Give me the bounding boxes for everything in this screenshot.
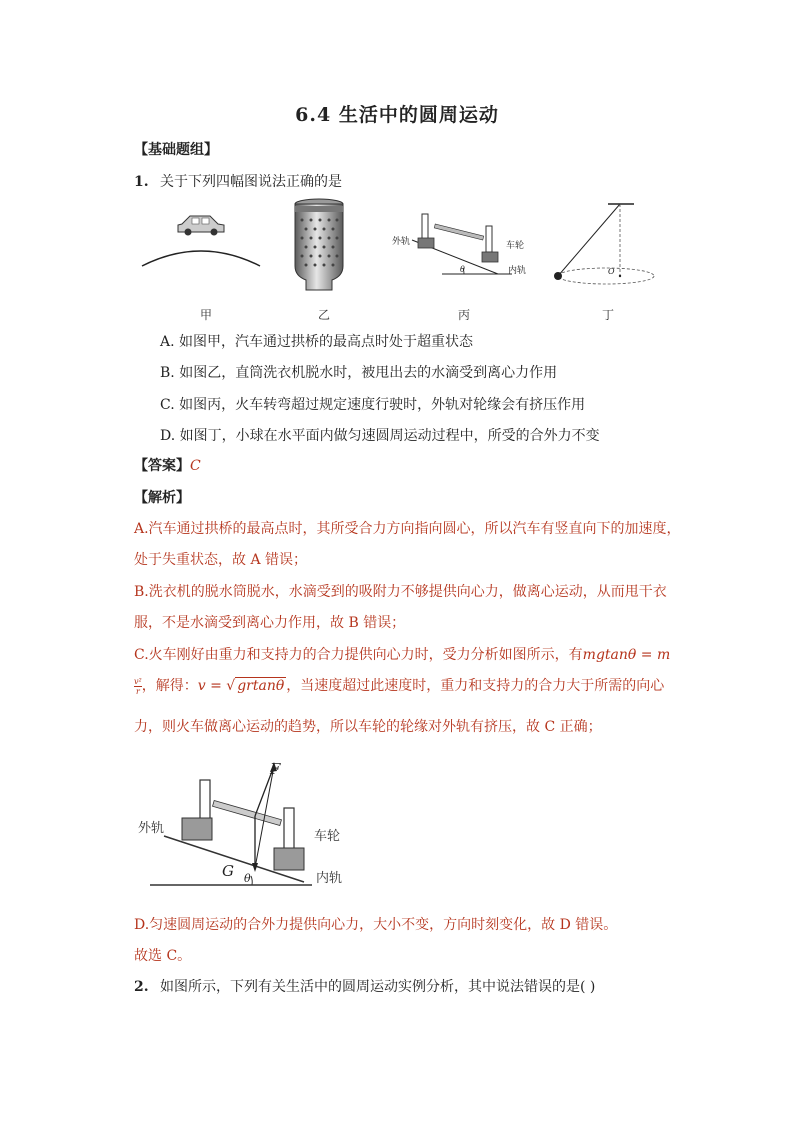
force-g-label: G: [222, 862, 234, 880]
rail-inner-label: 内轨: [508, 265, 527, 275]
figure-force-analysis: [134, 752, 364, 892]
analysis-c-solve: ，解得：: [141, 678, 198, 694]
answer-row: [134, 456, 201, 476]
figure-jia-car-bridge: [140, 200, 262, 270]
analysis-b-line2: 服，不是水滴受到离心力作用，故 B 错误；: [134, 615, 406, 631]
analysis-c-text: C.火车刚好由重力和支持力的合力提供向心力时，受力分析如图所示，有: [134, 647, 583, 663]
q2-number: 2.: [134, 979, 149, 995]
inner-rail-label: 内轨: [316, 870, 343, 885]
page-title: 6.4 生活中的圆周运动: [295, 104, 499, 126]
q1-stem: 关于下列四幅图说法正确的是: [160, 174, 342, 190]
angle-theta-label: θ: [244, 872, 251, 885]
analysis-c-line3: 力，则火车做离心运动的趋势，所以车轮的轮缘对外轨有挤压，故 C 正确；: [134, 719, 602, 735]
fraction-denominator: r: [135, 686, 140, 696]
figure-bing-train-rails: [392, 204, 532, 282]
caption-ding: 丁: [602, 308, 615, 322]
formula-v: v =: [197, 678, 227, 694]
caption-yi: 乙: [318, 308, 331, 322]
q1-number: 1.: [134, 174, 149, 190]
analysis-a-line1: A.汽车通过拱桥的最高点时，其所受合力方向指向圆心，所以汽车有竖直向下的加速度，: [134, 521, 681, 537]
outer-rail-label: 外轨: [138, 820, 165, 835]
figure-yi-washer-drum: [286, 196, 352, 296]
q1-option-c: C. 如图丙，火车转弯超过规定速度行驶时，外轨对轮缘会有挤压作用: [160, 397, 586, 413]
analysis-c-line2: $\frac{\text{v²}}{r}$ ，解得：v = √ grtanθ ，当速度超过此速度时，重力和支持力的合力大于所需的向心: [134, 676, 665, 696]
caption-bing: 丙: [458, 308, 471, 322]
formula-balance: mgtanθ = m: [582, 647, 671, 663]
answer-label: 【答案】: [134, 458, 190, 474]
section-heading: 【基础题组】: [134, 142, 218, 158]
force-f-label: F: [270, 760, 281, 778]
analysis-conclusion: 故选 C。: [134, 948, 192, 964]
caption-jia: 甲: [200, 308, 213, 322]
figure-ding-conical-pendulum: [548, 198, 658, 292]
theta-label: θ: [460, 265, 465, 274]
formula-sqrt: grtanθ: [237, 678, 285, 694]
analysis-c-cont: ，当速度超过此速度时，重力和支持力的合力大于所需的向心: [286, 678, 665, 694]
rail-outer-label: 外轨: [392, 236, 411, 246]
wheel-label: 车轮: [506, 240, 525, 250]
analysis-d-line: D.匀速圆周运动的合外力提供向心力，大小不变，方向时刻变化，故 D 错误。: [134, 917, 618, 933]
q2-stem: 如图所示，下列有关生活中的圆周运动实例分析，其中说法错误的是( ): [160, 979, 596, 995]
q1-option-a: A. 如图甲，汽车通过拱桥的最高点时处于超重状态: [160, 334, 474, 350]
wheel-label-large: 车轮: [314, 828, 341, 843]
q1-option-b: B. 如图乙，直筒洗衣机脱水时，被甩出去的水滴受到离心力作用: [160, 365, 558, 381]
formula-fraction: [134, 677, 142, 696]
analysis-c-line1: [134, 645, 670, 665]
answer-value: C: [190, 458, 201, 474]
analysis-b-line1: B.洗衣机的脱水筒脱水，水滴受到的吸附力不够提供向心力，做离心运动，从而甩干衣: [134, 584, 667, 600]
fraction-numerator: v²: [134, 676, 142, 686]
analysis-a-line2: 处于失重状态，故 A 错误；: [134, 552, 308, 568]
origin-label: O: [608, 267, 615, 276]
analysis-label: 【解析】: [134, 490, 190, 506]
q1-option-d: D. 如图丁，小球在水平面内做匀速圆周运动过程中，所受的合外力不变: [160, 428, 600, 444]
